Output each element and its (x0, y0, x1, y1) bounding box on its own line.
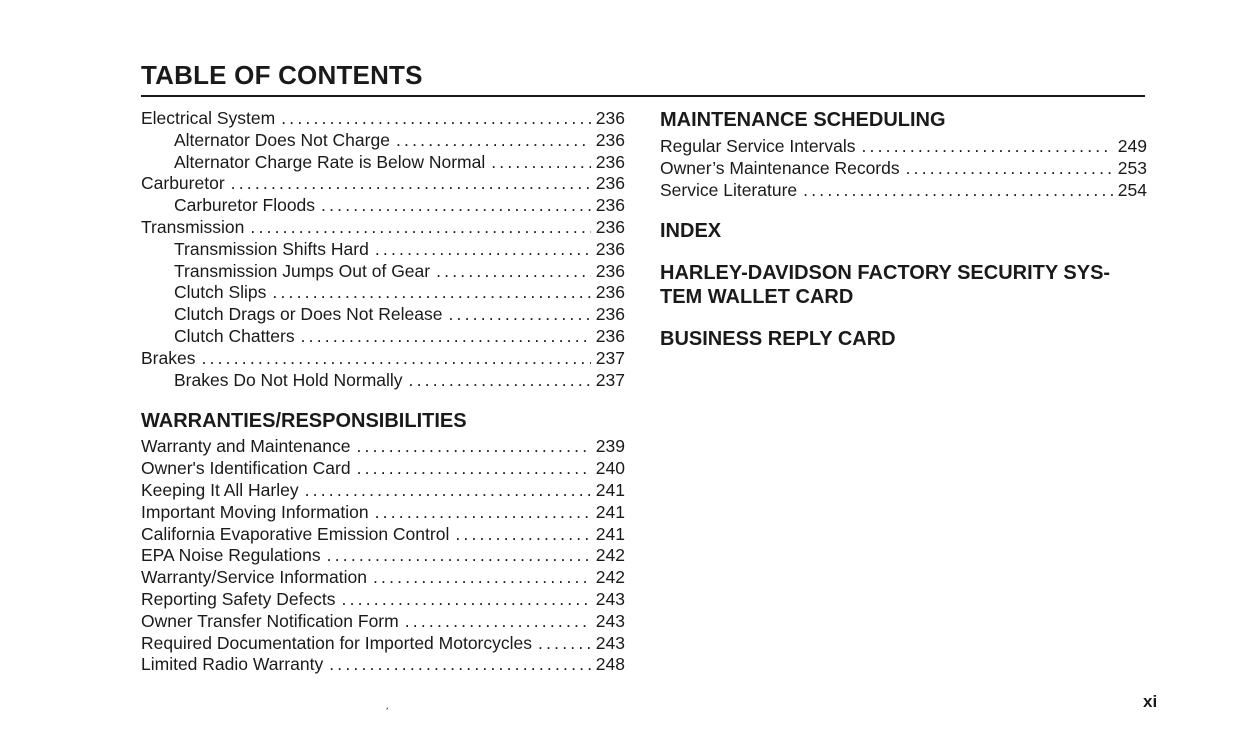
toc-entry-title: Warranty/Service Information (141, 567, 367, 588)
toc-entry-title: Clutch Slips (174, 282, 267, 303)
toc-entry[interactable] (141, 173, 625, 195)
dot-leader (357, 458, 591, 480)
toc-entry-title: Required Documentation for Imported Motorcycles (141, 632, 533, 653)
toc-entry[interactable] (141, 633, 625, 655)
toc-entry-page: 236 (595, 304, 625, 325)
toc-entry-title: Limited Radio Warranty (141, 654, 324, 675)
dot-leader (250, 217, 591, 239)
toc-entry-title: Electrical System (141, 108, 276, 128)
maintenance-heading: MAINTENANCE SCHEDULING (660, 109, 946, 131)
dot-leader (862, 136, 1114, 158)
toc-entry-title: Owner Transfer Notification Form (141, 610, 399, 631)
toc-entry-page: 243 (595, 610, 625, 631)
dot-leader (373, 567, 591, 589)
toc-entry[interactable] (141, 370, 625, 392)
toc-entry[interactable] (141, 654, 625, 676)
toc-entry-page: 236 (595, 108, 625, 128)
toc-entry-page: 243 (595, 632, 625, 653)
toc-entry-title: Transmission (141, 216, 245, 237)
dot-leader (301, 326, 591, 348)
dot-leader (803, 180, 1113, 202)
dot-leader (375, 239, 591, 261)
toc-entry[interactable] (141, 589, 625, 611)
toc-entry-page: 239 (595, 436, 625, 457)
toc-entry-title: Reporting Safety Defects (141, 588, 336, 609)
toc-entry[interactable] (660, 180, 1147, 202)
toc-entry-title: Alternator Charge Rate is Below Normal (174, 151, 486, 172)
toc-entry[interactable] (141, 195, 625, 217)
toc-entry[interactable] (141, 217, 625, 239)
toc-entry-page: 236 (595, 216, 625, 237)
left-column (141, 108, 625, 676)
dot-leader (281, 108, 591, 130)
toc-entry-page: 243 (595, 588, 625, 609)
dot-leader (342, 589, 591, 611)
toc-entry-title: Clutch Chatters (174, 325, 295, 346)
toc-entry-title: Brakes (141, 347, 196, 368)
page-number: xi (1143, 692, 1158, 711)
toc-entry-page: 242 (595, 567, 625, 588)
toc-entry[interactable] (660, 136, 1147, 158)
toc-entry-page: 248 (595, 654, 625, 675)
toc-entry[interactable] (141, 567, 625, 589)
security-card-heading-line1: HARLEY-DAVIDSON FACTORY SECURITY SYS- (660, 262, 1111, 285)
dot-leader (327, 545, 591, 567)
toc-entry-page: 240 (595, 458, 625, 479)
toc-entry-title: Keeping It All Harley (141, 479, 299, 500)
toc-entry-title: Warranty and Maintenance (141, 436, 351, 457)
dot-leader (396, 130, 591, 152)
toc-entry[interactable] (141, 282, 625, 304)
toc-entry[interactable] (141, 130, 625, 152)
toc-entry-page: 249 (1117, 136, 1147, 156)
toc-entry-page: 241 (595, 523, 625, 544)
toc-entry-page: 236 (595, 129, 625, 150)
toc-entry[interactable] (141, 108, 625, 130)
dot-leader (329, 654, 591, 676)
toc-entry-title: EPA Noise Regulations (141, 545, 321, 566)
toc-entry-title: Alternator Does Not Charge (174, 129, 390, 150)
security-card-heading-line2: TEM WALLET CARD (660, 286, 854, 309)
toc-entry[interactable] (141, 436, 625, 458)
toc-entry-title: Carburetor (141, 173, 225, 194)
toc-entry-page: 236 (595, 325, 625, 346)
dot-leader (405, 611, 591, 633)
warranties-list (141, 436, 625, 676)
security-card-heading (660, 261, 1147, 309)
toc-entry[interactable] (141, 304, 625, 326)
toc-entry-page: 241 (595, 501, 625, 522)
toc-entry-title: Transmission Shifts Hard (174, 238, 369, 259)
toc-entry-title: California Evaporative Emission Control (141, 523, 450, 544)
toc-entry-page: 237 (595, 369, 625, 390)
toc-entry-page: 237 (595, 347, 625, 368)
toc-entry-title: Owner’s Maintenance Records (660, 157, 900, 178)
toc-entry-page: 242 (595, 545, 625, 566)
troubleshooting-list (141, 108, 625, 391)
warranties-heading: WARRANTIES/RESPONSIBILITIES (141, 410, 467, 433)
toc-entry-page: 236 (595, 173, 625, 194)
toc-entry[interactable] (141, 502, 625, 524)
dot-leader (448, 304, 591, 326)
toc-entry[interactable] (141, 261, 625, 283)
toc-entry[interactable] (141, 545, 625, 567)
toc-entry-title: Clutch Drags or Does Not Release (174, 304, 443, 325)
toc-entry-page: 241 (595, 479, 625, 500)
toc-entry-title: Transmission Jumps Out of Gear (174, 260, 431, 281)
toc-entry[interactable] (141, 458, 625, 480)
dot-leader (201, 348, 591, 370)
toc-entry-page: 254 (1117, 179, 1147, 200)
toc-entry-title: Service Literature (660, 179, 798, 200)
toc-entry[interactable] (141, 480, 625, 502)
toc-entry-title: Important Moving Information (141, 501, 369, 522)
toc-entry-page: 236 (595, 151, 625, 172)
dot-leader (356, 436, 591, 458)
maintenance-list (660, 136, 1147, 201)
dot-leader (272, 282, 591, 304)
business-reply-heading: BUSINESS REPLY CARD (660, 328, 896, 351)
dot-leader (409, 370, 591, 392)
toc-entry-page: 236 (595, 260, 625, 281)
dot-leader (321, 195, 591, 217)
toc-entry[interactable] (141, 348, 625, 370)
dot-leader (455, 524, 591, 546)
right-column (660, 108, 1147, 351)
toc-entry[interactable] (141, 152, 625, 174)
dot-leader (491, 152, 591, 174)
dot-leader (231, 173, 591, 195)
page-title: TABLE OF CONTENTS (141, 60, 423, 90)
toc-entry-title: Regular Service Intervals (660, 136, 856, 156)
dot-leader (538, 633, 591, 655)
toc-entry-page: 236 (595, 282, 625, 303)
title-rule (141, 95, 1145, 97)
toc-entry[interactable] (141, 524, 625, 546)
toc-entry[interactable] (141, 611, 625, 633)
dot-leader (436, 261, 591, 283)
dot-leader (305, 480, 591, 502)
toc-entry-title: Brakes Do Not Hold Normally (174, 369, 403, 390)
toc-entry[interactable] (141, 239, 625, 261)
index-heading: INDEX (660, 220, 722, 243)
toc-entry-page: 253 (1117, 157, 1147, 178)
toc-entry-page: 236 (595, 195, 625, 216)
toc-entry[interactable] (141, 326, 625, 348)
footer-mark: ˏ (385, 696, 389, 710)
toc-entry-title: Owner's Identification Card (141, 458, 351, 479)
toc-entry[interactable] (660, 158, 1147, 180)
dot-leader (906, 158, 1113, 180)
toc-entry-page: 236 (595, 238, 625, 259)
dot-leader (375, 502, 591, 524)
toc-entry-title: Carburetor Floods (174, 195, 316, 216)
